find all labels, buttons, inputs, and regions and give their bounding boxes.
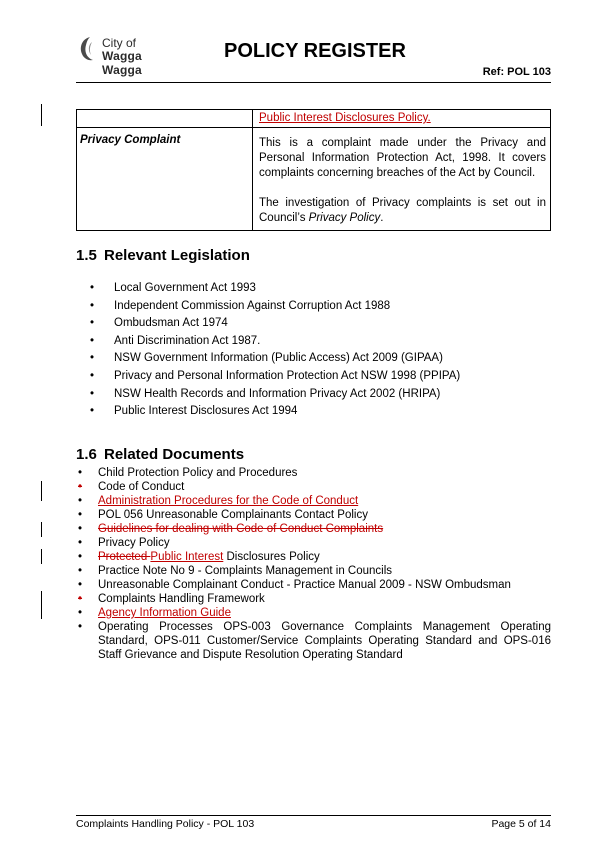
header-divider	[76, 82, 551, 83]
table-row	[77, 110, 551, 128]
list-item: • Local Government Act 1993	[90, 282, 256, 294]
list-item: • Unreasonable Complainant Conduct - Practice Manual 2009 - NSW Ombudsman	[78, 579, 511, 591]
table-row	[77, 128, 551, 231]
section-heading	[76, 247, 250, 264]
table-cell	[253, 128, 551, 231]
list-item: • Code of Conduct	[78, 481, 185, 493]
row-label: Privacy Complaint	[80, 134, 181, 146]
list-item: • Agency Information Guide	[78, 607, 231, 619]
list-item: • Protected Public Interest Disclosures Policy	[78, 551, 320, 563]
section-heading	[76, 446, 244, 463]
list-item: • Guidelines for dealing with Code of Conduct Complaints	[78, 523, 384, 535]
description-paragraph: This is a complaint made under the Privacy and Personal Information Protection Act, 1998. It covers complaints concerning breaches of the Act by Council.	[259, 137, 546, 179]
page-number: Page 5 of 14	[491, 818, 551, 830]
section-title: Relevant Legislation	[104, 247, 250, 264]
section-number: 1.5	[76, 247, 97, 264]
logo-text-line1: City of	[102, 36, 137, 50]
list-item: • Anti Discrimination Act 1987.	[90, 334, 261, 347]
list-item: • Independent Commission Against Corruption Act 1988	[90, 299, 391, 312]
related-documents-list	[76, 466, 551, 662]
list-item: • Operating Processes OPS-003 Governance Complaints Management Operating Standard, OPS-011 Customer/Service Complaints Operating Standard and OPS-016 Staff Grievance and Dispute Resolution Operating Standard	[78, 621, 551, 661]
council-logo-mark-icon	[76, 34, 98, 64]
policy-name: Privacy Policy	[308, 212, 381, 224]
list-item: • Complaints Handling Framework	[78, 593, 265, 605]
list-item: • Ombudsman Act 1974	[90, 317, 228, 330]
list-item: • NSW Health Records and Information Privacy Act 2002 (HRIPA)	[90, 387, 441, 400]
change-bar	[41, 104, 42, 126]
inserted-text: Administration Procedures for the Code of Conduct	[98, 495, 359, 507]
list-item: • NSW Government Information (Public Access) Act 2009 (GIPAA)	[90, 352, 443, 365]
section-number: 1.6	[76, 446, 97, 463]
page-title: POLICY REGISTER	[224, 40, 406, 62]
paragraph-text: The investigation of Privacy complaints is set out in Council’s	[259, 197, 546, 224]
logo-text-line2: Wagga Wagga	[102, 49, 142, 77]
list-item: • Privacy Policy	[78, 537, 170, 549]
paragraph-text: .	[380, 212, 384, 224]
table-cell	[253, 110, 551, 128]
list-item: • Practice Note No 9 - Complaints Management in Councils	[78, 565, 393, 577]
inserted-text: Public Interest	[150, 551, 224, 563]
change-bar	[41, 549, 42, 564]
footer-divider	[76, 815, 551, 816]
description-paragraph	[259, 196, 546, 226]
list-item: • Privacy and Personal Information Protection Act NSW 1998 (PPIPA)	[90, 369, 461, 382]
deleted-text: Guidelines for dealing with Code of Conduct Complaints	[98, 523, 384, 535]
complaint-types-table	[76, 109, 551, 231]
policy-reference: Ref: POL 103	[482, 66, 551, 78]
change-bar	[41, 522, 42, 537]
deleted-text: Protected	[98, 551, 151, 563]
table-cell-label	[77, 128, 253, 231]
table-cell-empty	[77, 110, 253, 128]
list-item: • Public Interest Disclosures Act 1994	[90, 405, 298, 418]
inserted-text: Agency Information Guide	[98, 607, 231, 619]
list-item: • POL 056 Unreasonable Complainants Contact Policy	[78, 509, 368, 521]
change-bar	[41, 481, 42, 501]
council-logo	[76, 34, 184, 77]
list-item: • Administration Procedures for the Code of Conduct	[78, 495, 359, 507]
section-title: Related Documents	[104, 446, 245, 463]
list-item: • Child Protection Policy and Procedures	[78, 467, 298, 479]
inserted-text: Public Interest Disclosures Policy.	[259, 112, 431, 124]
legislation-list	[76, 280, 551, 421]
footer-document-title: Complaints Handling Policy - POL 103	[76, 818, 255, 830]
change-bar	[41, 591, 42, 619]
